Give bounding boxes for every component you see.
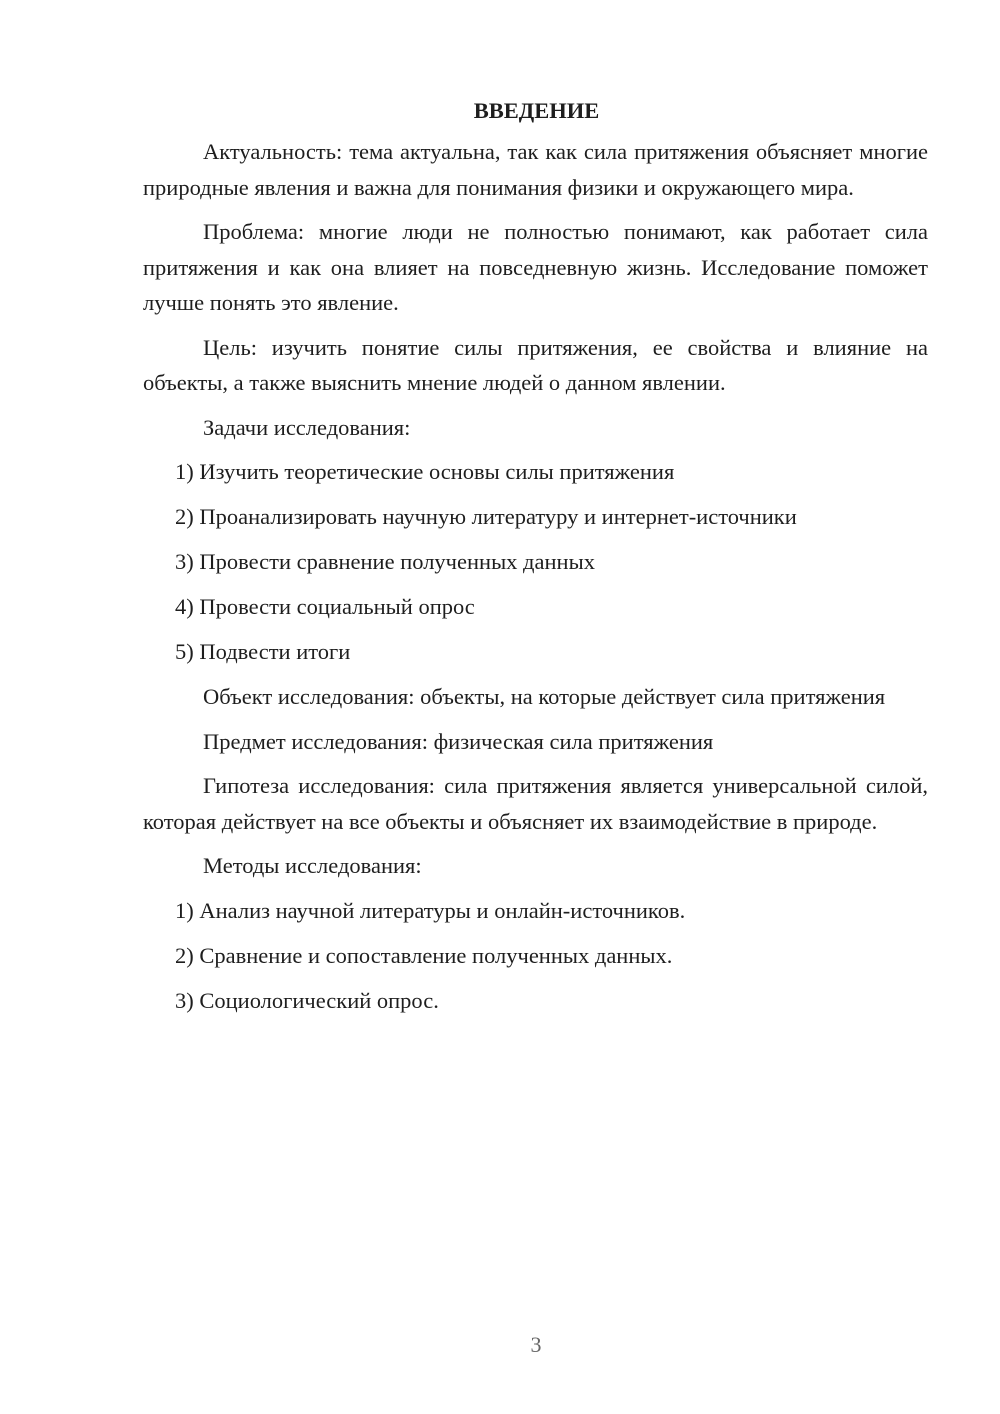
- goal-paragraph: Цель: изучить понятие силы притяжения, ее свойства и влияние на объекты, а также выяснить мнение людей о данном явлении.: [143, 334, 928, 395]
- relevance-paragraph: Актуальность: тема актуальна, так как сила притяжения объясняет многие природные явления и важна для понимания физики и окружающего мира.: [143, 139, 928, 200]
- tasks-heading: Задачи исследования:: [203, 414, 411, 440]
- method-item-3: 3) Социологический опрос.: [175, 987, 439, 1013]
- text-area: [143, 96, 928, 1028]
- methods-heading: Методы исследования:: [203, 853, 422, 878]
- hypothesis-paragraph: Гипотеза исследования: сила притяжения является универсальной силой, которая действует на все объекты и объясняет их взаимодействие в природе.: [143, 773, 928, 834]
- task-item-2: 2) Проанализировать научную литературу и интернет-источники: [175, 504, 797, 529]
- object-paragraph: Объект исследования: объекты, на которые действует сила притяжения: [203, 684, 886, 709]
- task-item-5: 5) Подвести итоги: [175, 639, 351, 664]
- page-number: 3: [530, 1332, 542, 1357]
- method-item-1: 1) Анализ научной литературы и онлайн-источников.: [175, 897, 686, 923]
- problem-paragraph: Проблема: многие люди не полностью понимают, как работает сила притяжения и как она влияет на повседневную жизнь. Исследование поможет лучше понять это явление.: [143, 219, 928, 315]
- task-item-1: 1) Изучить теоретические основы силы притяжения: [175, 459, 675, 484]
- method-item-2: 2) Сравнение и сопоставление полученных данных.: [175, 942, 673, 968]
- page-title: ВВЕДЕНИЕ: [473, 98, 600, 123]
- task-item-3: 3) Провести сравнение полученных данных: [175, 549, 595, 574]
- subject-paragraph: Предмет исследования: физическая сила притяжения: [203, 728, 714, 754]
- task-item-4: 4) Провести социальный опрос: [175, 594, 475, 619]
